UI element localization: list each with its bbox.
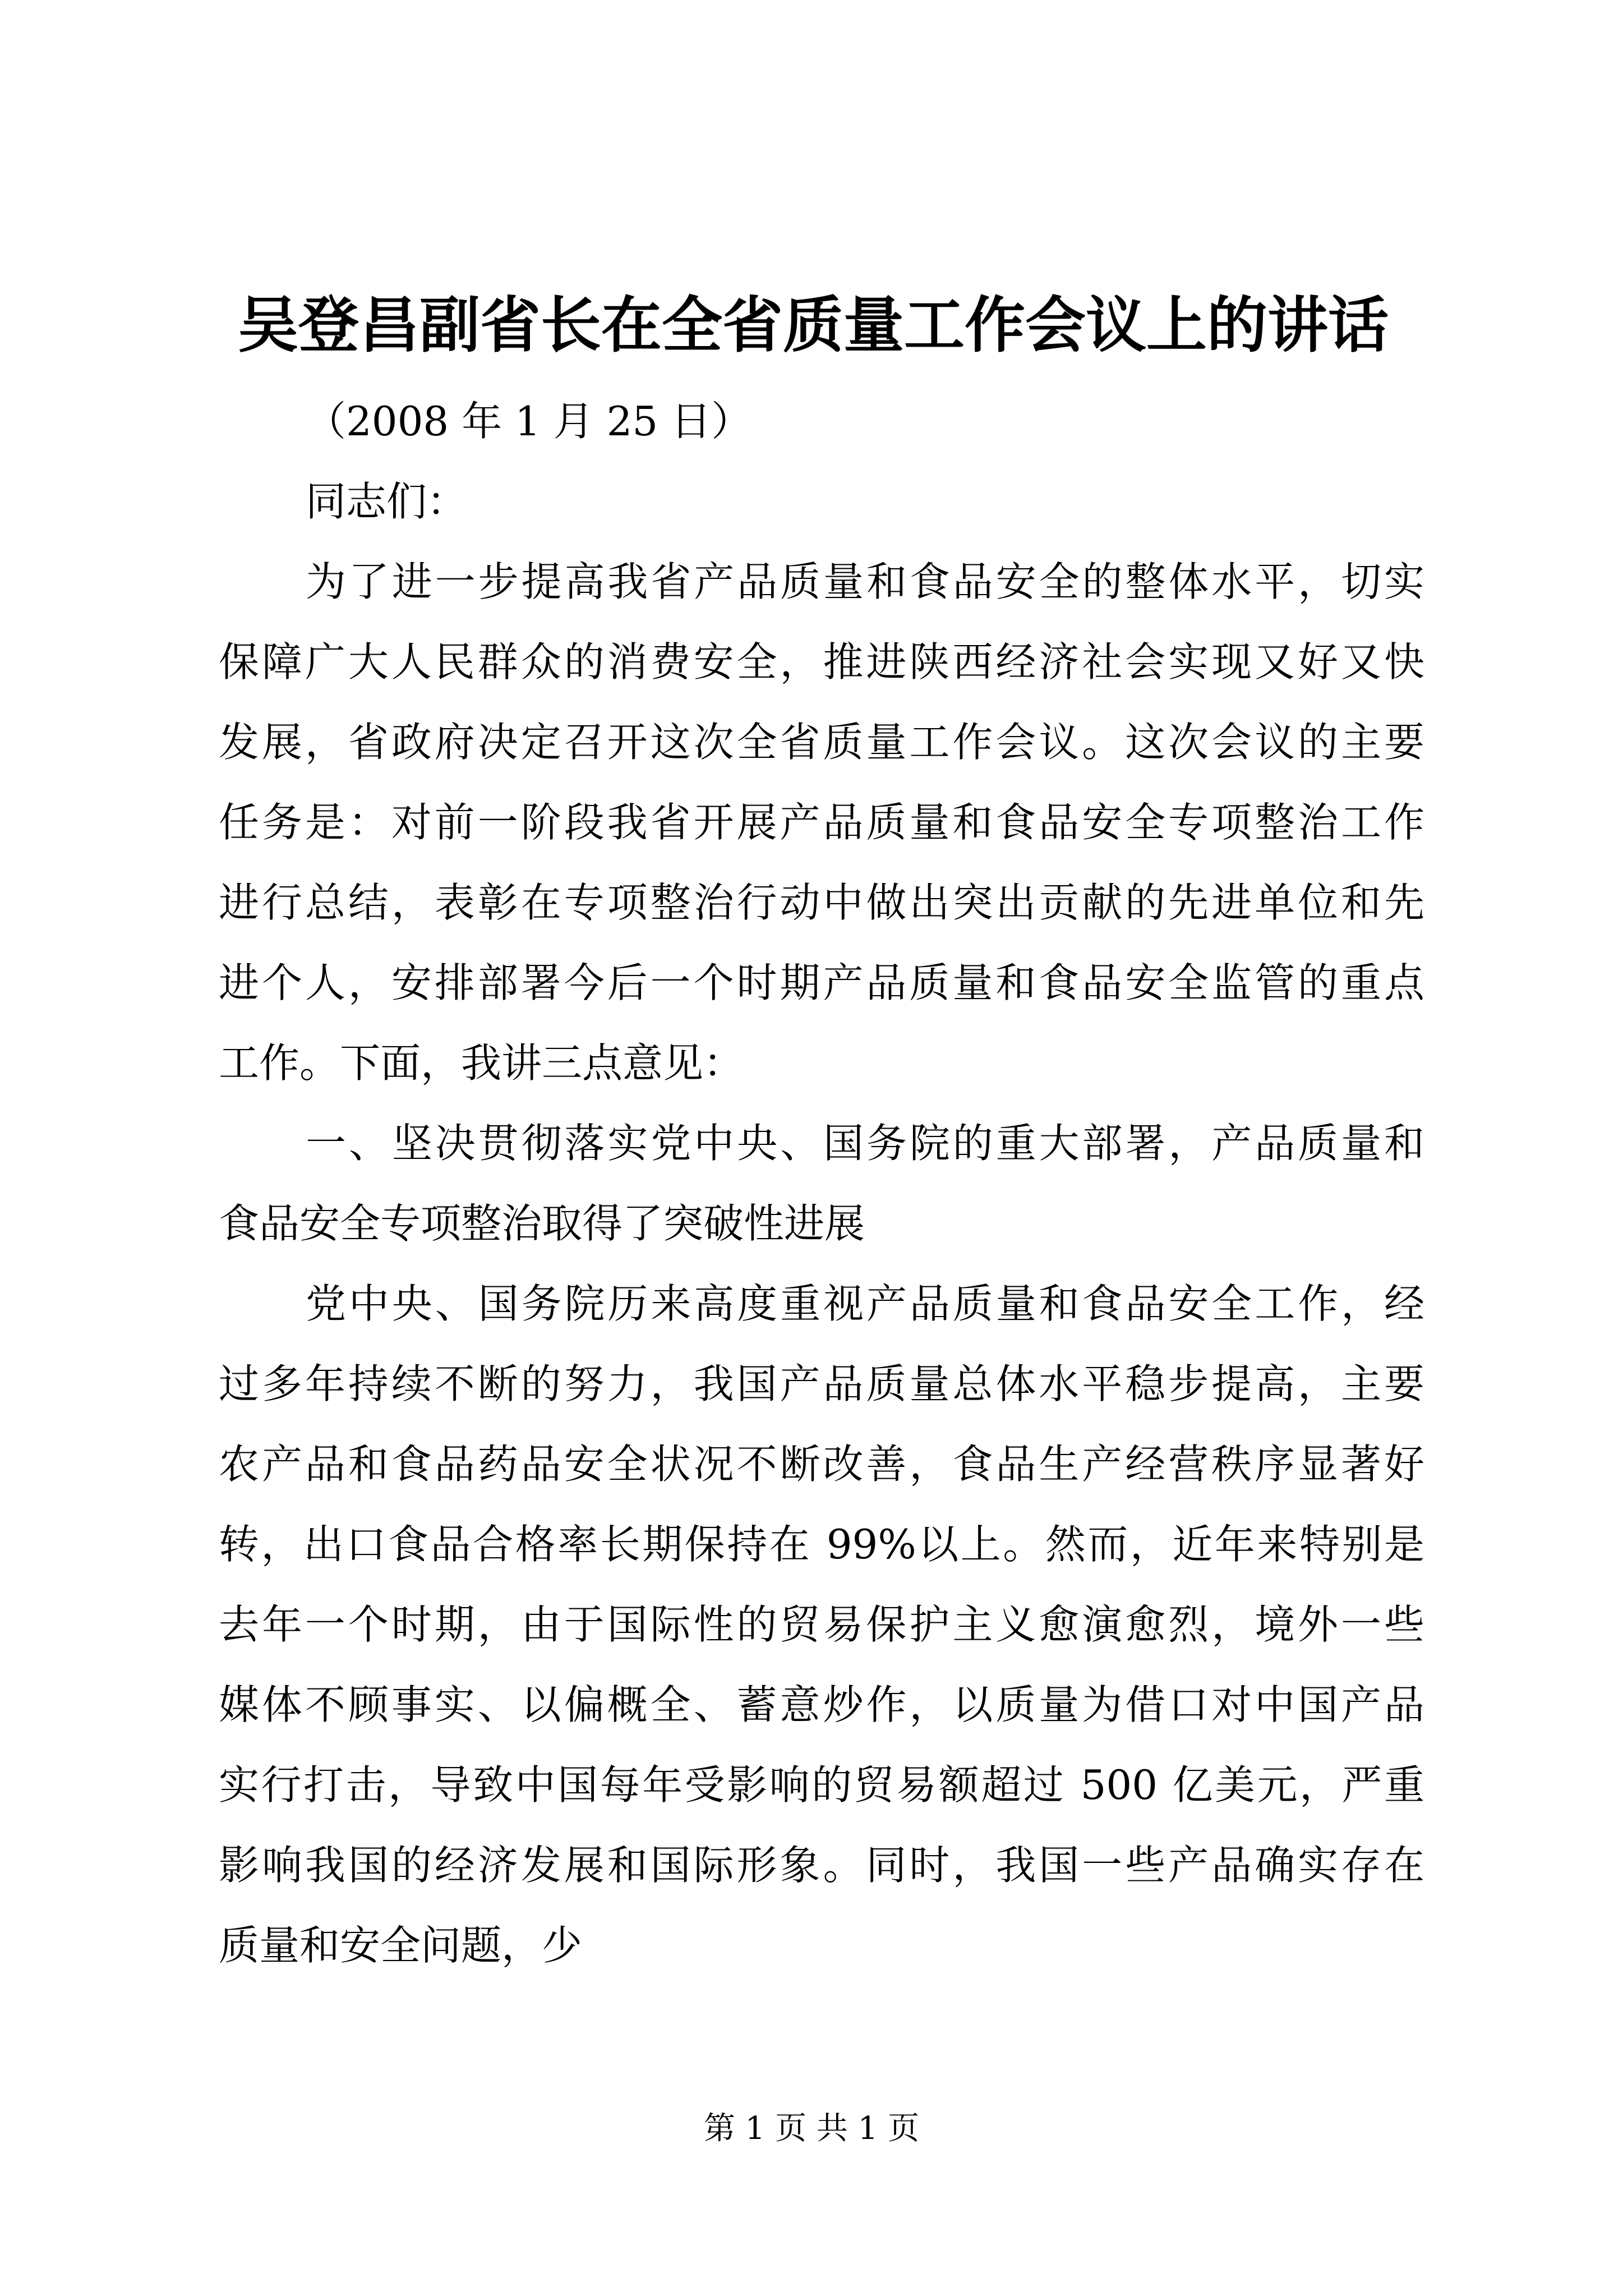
paragraph-line: 保障广大人民群众的消费安全，推进陕西经济社会实现又好又快 xyxy=(219,638,1424,685)
paragraph-line: 为了进一步提高我省产品质量和食品安全的整体水平，切实 xyxy=(306,558,1424,605)
paragraph-line: 质量和安全问题，少 xyxy=(219,1922,583,1969)
salutation: 同志们： xyxy=(306,478,468,525)
paragraph-line: 进个人，安排部署今后一个时期产品质量和食品安全监管的重点 xyxy=(219,959,1424,1006)
paragraph-line: 影响我国的经济发展和国际形象。同时，我国一些产品确实存在 xyxy=(219,1842,1424,1889)
paragraph-line: 转，出口食品合格率长期保持在 99%以上。然而，近年来特别是 xyxy=(219,1521,1424,1568)
paragraph-line: 工作。下面，我讲三点意见： xyxy=(219,1039,744,1087)
paragraph-line: 党中央、国务院历来高度重视产品质量和食品安全工作，经 xyxy=(306,1280,1424,1327)
document-title: 吴登昌副省长在全省质量工作会议上的讲话 xyxy=(237,290,1389,361)
paragraph-line: 农产品和食品药品安全状况不断改善，食品生产经营秩序显著好 xyxy=(219,1441,1424,1488)
date-line: （2008 年 1 月 25 日） xyxy=(306,398,752,445)
section-heading-line: 一、坚决贯彻落实党中央、国务院的重大部署，产品质量和 xyxy=(306,1120,1424,1167)
paragraph-line: 进行总结，表彰在专项整治行动中做出突出贡献的先进单位和先 xyxy=(219,879,1424,926)
section-heading-line: 食品安全专项整治取得了突破性进展 xyxy=(219,1200,865,1247)
paragraph-line: 任务是：对前一阶段我省开展产品质量和食品安全专项整治工作 xyxy=(219,799,1424,846)
page-footer: 第 1 页 共 1 页 xyxy=(703,2110,920,2147)
paragraph-line: 去年一个时期，由于国际性的贸易保护主义愈演愈烈，境外一些 xyxy=(219,1601,1424,1648)
paragraph-line: 实行打击，导致中国每年受影响的贸易额超过 500 亿美元，严重 xyxy=(219,1761,1424,1809)
paragraph-line: 媒体不顾事实、以偏概全、蓄意炒作，以质量为借口对中国产品 xyxy=(219,1681,1424,1728)
paragraph-line: 过多年持续不断的努力，我国产品质量总体水平稳步提高，主要 xyxy=(219,1360,1424,1407)
document-body xyxy=(219,381,1424,1986)
paragraph-line: 发展，省政府决定召开这次全省质量工作会议。这次会议的主要 xyxy=(219,719,1424,766)
